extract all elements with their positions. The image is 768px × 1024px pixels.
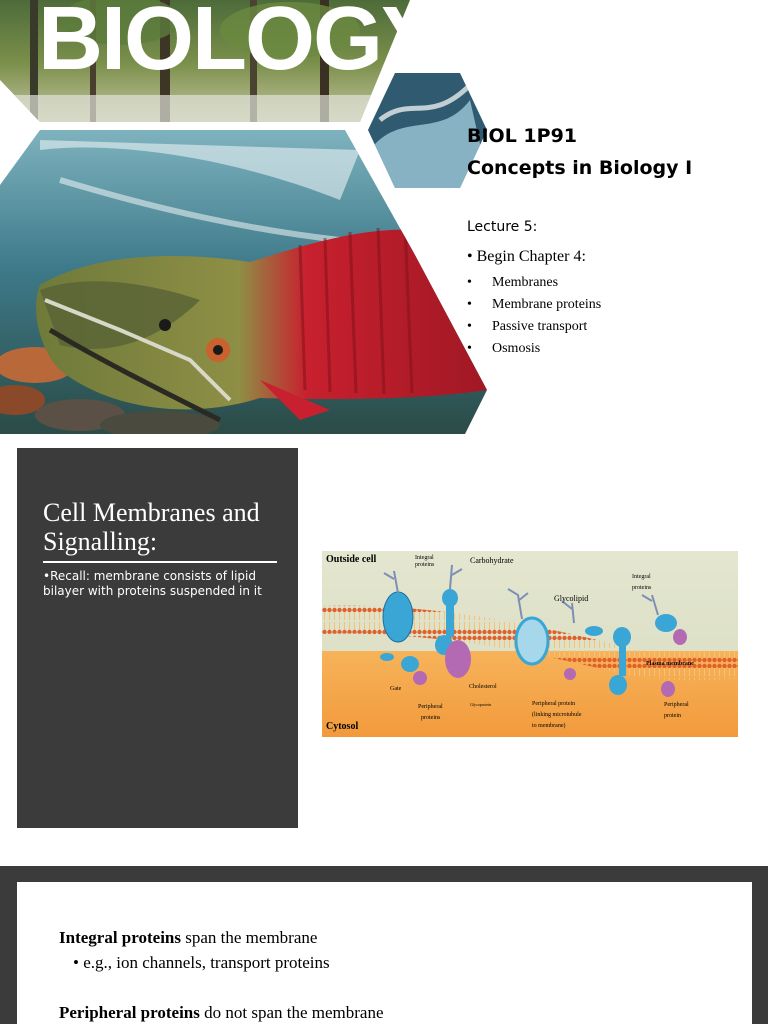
bullet-icon: •: [467, 319, 472, 334]
proteins-slide: [0, 866, 768, 1024]
carbohydrate-label: Carbohydrate: [470, 556, 514, 565]
example-line: • e.g., ion channels, transport proteins: [73, 953, 330, 972]
bullet-icon: •: [467, 275, 472, 290]
membrane-diagram: [322, 551, 738, 737]
cytosol-label: Cytosol: [326, 721, 359, 732]
lecture-label: Lecture 5:: [467, 219, 538, 235]
channel-protein: [516, 618, 548, 664]
list-item: • Passive transport: [467, 319, 588, 334]
glycolipid-label: Glycolipid: [554, 594, 589, 603]
slide-title: Cell Membranes and Signalling:: [43, 498, 260, 556]
course-code: BIOL 1P91: [467, 125, 578, 147]
membranes-slide: [0, 434, 768, 854]
hero-title: BIOLOGY: [38, 0, 440, 89]
bullet-icon: •: [467, 341, 472, 356]
svg-text:Peripheral: Peripheral: [418, 704, 443, 710]
recall-text: •Recall: membrane consists of lipid bilayer with proteins suspended in it: [43, 569, 262, 598]
integral-protein: [442, 589, 458, 607]
svg-text:Peripheral: Peripheral: [664, 702, 689, 708]
cholesterol-label: Cholesterol: [469, 684, 497, 690]
list-item: • Membranes: [467, 275, 559, 290]
peripheral-line: Peripheral proteins do not span the membrane: [59, 1003, 384, 1022]
svg-text:Integral: Integral: [415, 555, 434, 561]
topic-list: [467, 272, 601, 360]
svg-text:Integral: Integral: [632, 574, 651, 580]
gate-label: Gate: [390, 686, 402, 692]
chapter-heading: • Begin Chapter 4:: [467, 248, 586, 265]
course-name: Concepts in Biology I: [467, 157, 693, 179]
glycoprotein-label: Glycoprotein: [470, 702, 492, 707]
svg-text:(linking microtubule: (linking microtubule: [532, 712, 582, 718]
content-card: [17, 882, 752, 1024]
title-panel: [17, 448, 298, 828]
svg-text:protein: protein: [664, 713, 681, 719]
svg-text:Peripheral protein: Peripheral protein: [532, 701, 576, 707]
list-item: • Membrane proteins: [467, 297, 602, 312]
svg-text:proteins: proteins: [421, 715, 441, 721]
outside-label: Outside cell: [326, 554, 377, 565]
integral-line: Integral proteins span the membrane: [59, 928, 318, 947]
integral-protein: [383, 592, 413, 642]
svg-text:to membrane): to membrane): [532, 723, 566, 729]
svg-text:proteins: proteins: [415, 562, 435, 568]
plasma-membrane-label: Plasma membrane: [646, 661, 694, 667]
divider: [43, 561, 277, 563]
peripheral-protein: [445, 640, 471, 678]
svg-text:proteins: proteins: [632, 585, 652, 591]
title-slide: [0, 0, 768, 434]
list-item: • Osmosis: [467, 341, 541, 356]
bullet-icon: •: [467, 297, 472, 312]
